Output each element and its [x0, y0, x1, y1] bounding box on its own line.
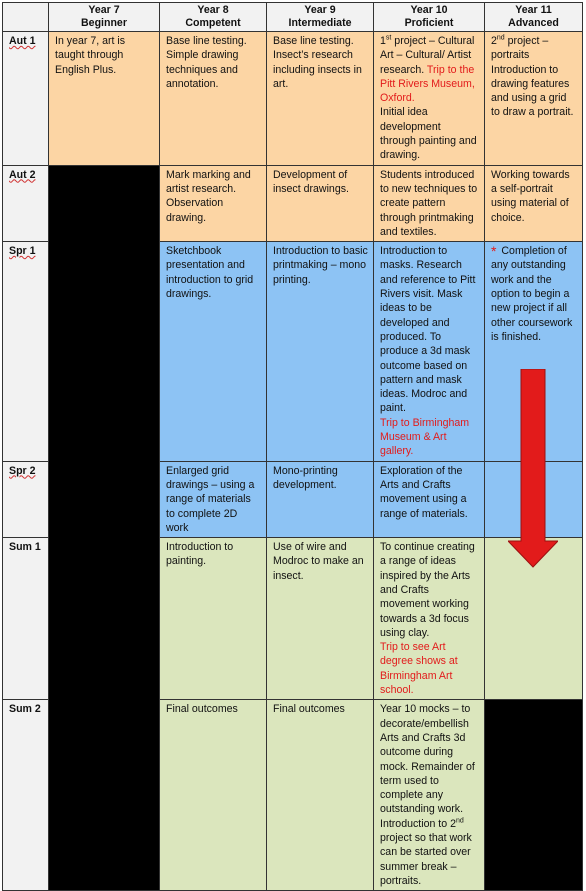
cell-sum1-year10: To continue creating a range of ideas inspired by the Arts and Crafts movement working towards a 3d focus using clay. Trip to see Art degree shows at Birmingham Art school. [374, 538, 485, 700]
cell-sum2-year9: Final outcomes [267, 700, 374, 891]
header-row [3, 3, 583, 32]
header-year-9: Year 9 Intermediate [267, 3, 374, 32]
row-aut2 [3, 165, 583, 241]
header-year-8: Year 8 Competent [160, 3, 267, 32]
trip-art-degree-shows: Trip to see Art degree shows at Birmingham Art school. [380, 641, 458, 697]
cell-aut2-year11: Working towards a self-portrait using material of choice. [485, 165, 583, 241]
cell-spr1-year8: Sketchbook presentation and introduction to grid drawings. [160, 242, 267, 461]
cell-aut1-year7: In year 7, art is taught through English Plus. [49, 32, 160, 166]
cell-spr1-year9: Introduction to basic printmaking – mono printing. [267, 242, 374, 461]
cell-spr1-year11: * Completion of any outstanding work and the option to begin a new project if all other coursework is finished. [485, 242, 583, 461]
term-label-spr1: Spr 1 [3, 242, 49, 461]
cell-spr1-year10: Introduction to masks. Research and reference to Pitt Rivers visit. Mask ideas to be developed and produced. To produce a 3d mask outcome based on pattern and mask ideas. Modroc and paint. Trip to Birmingham Museum & Art gallery. [374, 242, 485, 461]
cell-aut2-year8: Mark marking and artist research. Observation drawing. [160, 165, 267, 241]
header-corner [3, 3, 49, 32]
header-year-10: Year 10 Proficient [374, 3, 485, 32]
header-year-7: Year 7 Beginner [49, 3, 160, 32]
cell-aut1-year10: 1st project – Cultural Art – Cultural/ Artist research. Trip to the Pitt Rivers Museum, Oxford. Initial idea development through painting and drawing. [374, 32, 485, 166]
down-arrow-icon [508, 369, 558, 569]
term-label-sum2: Sum 2 [3, 700, 49, 891]
cell-aut2-year9: Development of insect drawings. [267, 165, 374, 241]
cell-sum2-year8: Final outcomes [160, 700, 267, 891]
down-arrow-shape [508, 369, 558, 569]
term-label-spr2: Spr 2 [3, 461, 49, 537]
cell-sum2-year11-blackout [485, 700, 583, 891]
trip-pitt-rivers: Trip to the Pitt Rivers Museum, Oxford. [380, 63, 475, 105]
cell-aut2-year10: Students introduced to new techniques to create pattern through printmaking and textiles. [374, 165, 485, 241]
cell-spr2-year9: Mono-printing development. [267, 461, 374, 537]
cell-sum1-year8: Introduction to painting. [160, 538, 267, 700]
trip-birmingham-museum: Trip to Birmingham Museum & Art gallery. [380, 416, 470, 458]
row-aut1 [3, 32, 583, 166]
cell-sum1-year9: Use of wire and Modroc to make an insect. [267, 538, 374, 700]
term-label-sum1: Sum 1 [3, 538, 49, 700]
cell-aut1-year9: Base line testing. Insect’s research including insects in art. [267, 32, 374, 166]
term-label-aut2: Aut 2 [3, 165, 49, 241]
header-year-11: Year 11 Advanced [485, 3, 583, 32]
cell-spr2-year8: Enlarged grid drawings – using a range of materials to complete 2D work [160, 461, 267, 537]
cell-spr2-year10: Exploration of the Arts and Crafts movement using a range of materials. [374, 461, 485, 537]
cell-aut1-year11: 2nd project – portraits Introduction to drawing features and using a grid to draw a portrait. [485, 32, 583, 166]
cell-aut1-year8: Base line testing. Simple drawing techniques and annotation. [160, 32, 267, 166]
cell-year7-blackout [49, 165, 160, 891]
term-label-aut1: Aut 1 [3, 32, 49, 166]
asterisk-mark: * [491, 243, 497, 260]
cell-sum2-year10: Year 10 mocks – to decorate/embellish Arts and Crafts 3d outcome during mock. Remainder of term used to complete any outstanding work. Introduction to 2nd project so that work can be started over summer break – portraits. [374, 700, 485, 891]
curriculum-table [2, 2, 583, 891]
